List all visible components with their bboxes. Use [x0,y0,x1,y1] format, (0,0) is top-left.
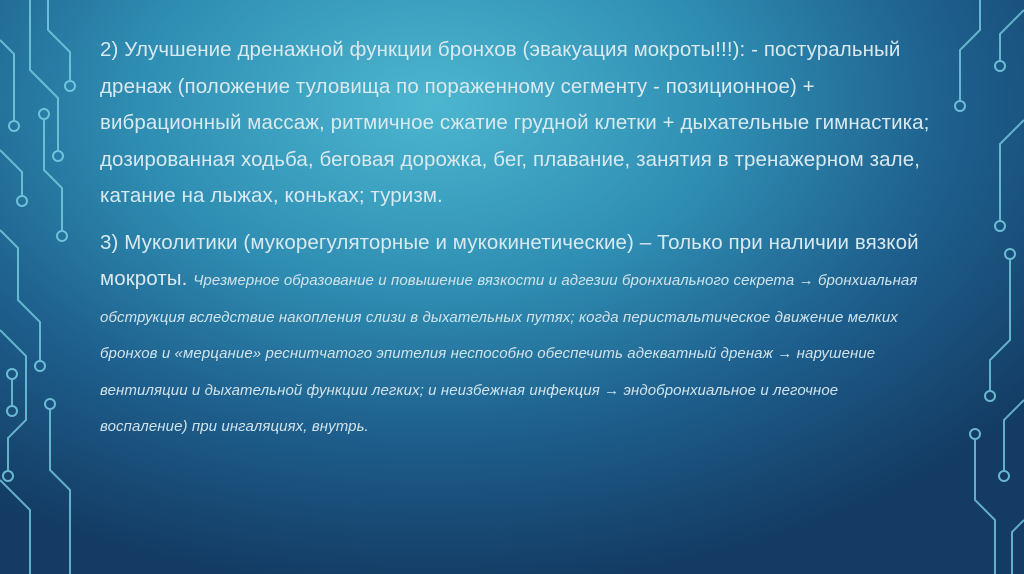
mucolytics-note: Чрезмерное образование и повышение вязкости и адгезии бронхиального секрета → бронхиальная обструкция вследствие накопления слизи в дыхательных путях; когда перистальтическое движение мелких бронхов и «мерцание» реснитчатого эпителия неспособно обеспечить адекватный дренаж → нарушение вентиляции и дыхательной функции легких; и неизбежная инфекция → эндобронхиальное и легочное воспаление) при ингаляциях, внутрь. [100,272,918,435]
mucolytics-heading: 3) Муколитики (мукорегуляторные и мукокинетические) – Только при наличии вязкой мокроты. [100,230,919,290]
slide-content [100,32,930,444]
paragraph-mucolytics [100,225,930,444]
paragraph-drainage: 2) Улучшение дренажной функции бронхов (эвакуация мокроты!!!): - постуральный дренаж (положение туловища по пораженному сегменту - позиционное) + вибрационный массаж, ритмичное сжатие грудной клетки + дыхательные гимнастика; дозированная ходьба, беговая дорожка, бег, плавание, занятия в тренажерном зале, катание на лыжах, коньках; туризм. [100,38,930,207]
